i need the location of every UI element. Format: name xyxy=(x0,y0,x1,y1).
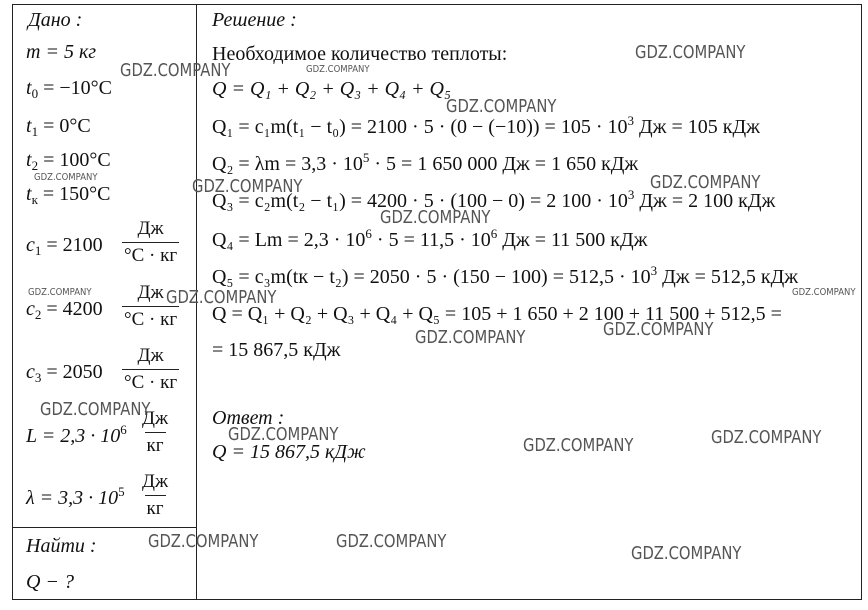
watermark-text: GDZ.COMPANY xyxy=(34,172,98,183)
watermark-text: GDZ.COMPANY xyxy=(120,60,231,81)
formula-q-sum: Q = Q₁ + Q₂ + Q₃ + Q₄ + Q₅ xyxy=(212,78,451,100)
formula-total: Q = Q₁ + Q₂ + Q₃ + Q₄ + Q₅ = 105 + 1 650 + 2 100 + 11 500 + 512,5 = xyxy=(212,303,782,325)
watermark-text: GDZ.COMPANY xyxy=(192,176,303,197)
given-find-divider xyxy=(12,527,197,528)
watermark-text: GDZ.COMPANY xyxy=(148,531,259,552)
c1-unit-fraction: Дж °C · кг xyxy=(124,218,178,266)
solution-intro: Необходимое количество теплоты: xyxy=(212,43,508,65)
watermark-text: GDZ.COMPANY xyxy=(380,207,491,228)
given-c2: $c_2 = 4200$ xyxy=(26,298,103,322)
watermark-text: GDZ.COMPANY xyxy=(523,435,634,456)
watermark-text: GDZ.COMPANY xyxy=(228,424,339,445)
L-unit-fraction: Дж кг xyxy=(142,408,169,456)
find-header: Найти : xyxy=(26,535,97,557)
solution-header: Решение : xyxy=(212,9,297,31)
watermark-text: GDZ.COMPANY xyxy=(446,96,557,117)
find-value: Q − ? xyxy=(26,571,74,593)
watermark-text: GDZ.COMPANY xyxy=(40,399,151,420)
given-tk: $t_к = 150^\circ C$ xyxy=(26,183,111,207)
given-mass: m = 5 кг xyxy=(26,41,97,63)
formula-total-result: = 15 867,5 кДж xyxy=(212,339,341,361)
watermark-text: GDZ.COMPANY xyxy=(711,427,822,448)
answer-header: Ответ : xyxy=(212,407,285,429)
c3-unit-fraction: Дж °C · кг xyxy=(124,345,178,393)
formula-q3: Q₃ = c₂m(t₂ − t₁) = 4200 · 5 · (100 − 0) = 2 $100 \cdot 10^3$ Дж = 2 100 кДж xyxy=(212,187,776,212)
formula-q1: $Q_1 = c_1m(t_1 - t_0) = 2100 \cdot 5 \cdot (0 - (-10)) = 105 \cdot 10^3$ Дж = 105 кДж xyxy=(212,113,760,138)
given-t1: $t_1 = 0^\circ C$ xyxy=(26,115,91,139)
watermark-text: GDZ.COMPANY xyxy=(792,287,856,298)
watermark-text: GDZ.COMPANY xyxy=(336,531,447,552)
given-t2: $t_2 = 100^\circ C$ xyxy=(26,149,111,173)
formula-q5: $Q_5 = c_3m(tк - t_2) = 2050 \cdot 5 \cdot (150 - 100) = 512,5 \cdot 10^3$ Дж = 512,5 кДж xyxy=(212,263,799,288)
watermark-text: GDZ.COMPANY xyxy=(603,319,714,340)
formula-q2: $Q_2 = \lambda m = 3,3 \cdot 10^5 \cdot 5 = 1$ 650 000 Дж = 1 650 кДж xyxy=(212,150,639,175)
watermark-text: GDZ.COMPANY xyxy=(650,172,761,193)
given-c1: $c_1 = 2100$ xyxy=(26,234,103,258)
formula-q4: $Q_4 = Lm = 2,3 \cdot 10^6 \cdot 5 = 11,5 \cdot 10^6$ Дж = 11 500 кДж xyxy=(212,226,648,251)
answer-value: Q = 15 867,5 кДж xyxy=(212,441,366,463)
given-header: Дано : xyxy=(28,9,83,31)
watermark-text: GDZ.COMPANY xyxy=(306,64,370,75)
watermark-text: GDZ.COMPANY xyxy=(635,42,746,63)
given-t0: $t_0 = -10^\circ C$ xyxy=(26,77,112,101)
given-c3: $c_3 = 2050$ xyxy=(26,361,103,385)
watermark-text: GDZ.COMPANY xyxy=(28,287,92,298)
given-L: $L = 2,3 \cdot 10^6$ xyxy=(26,422,127,447)
lambda-unit-fraction: Дж кг xyxy=(142,471,169,519)
c2-unit-fraction: Дж °C · кг xyxy=(124,282,178,330)
given-lambda: $\lambda = 3,3 \cdot 10^5$ xyxy=(26,484,125,509)
watermark-text: GDZ.COMPANY xyxy=(166,287,277,308)
watermark-text: GDZ.COMPANY xyxy=(415,327,526,348)
watermark-text: GDZ.COMPANY xyxy=(631,543,742,564)
